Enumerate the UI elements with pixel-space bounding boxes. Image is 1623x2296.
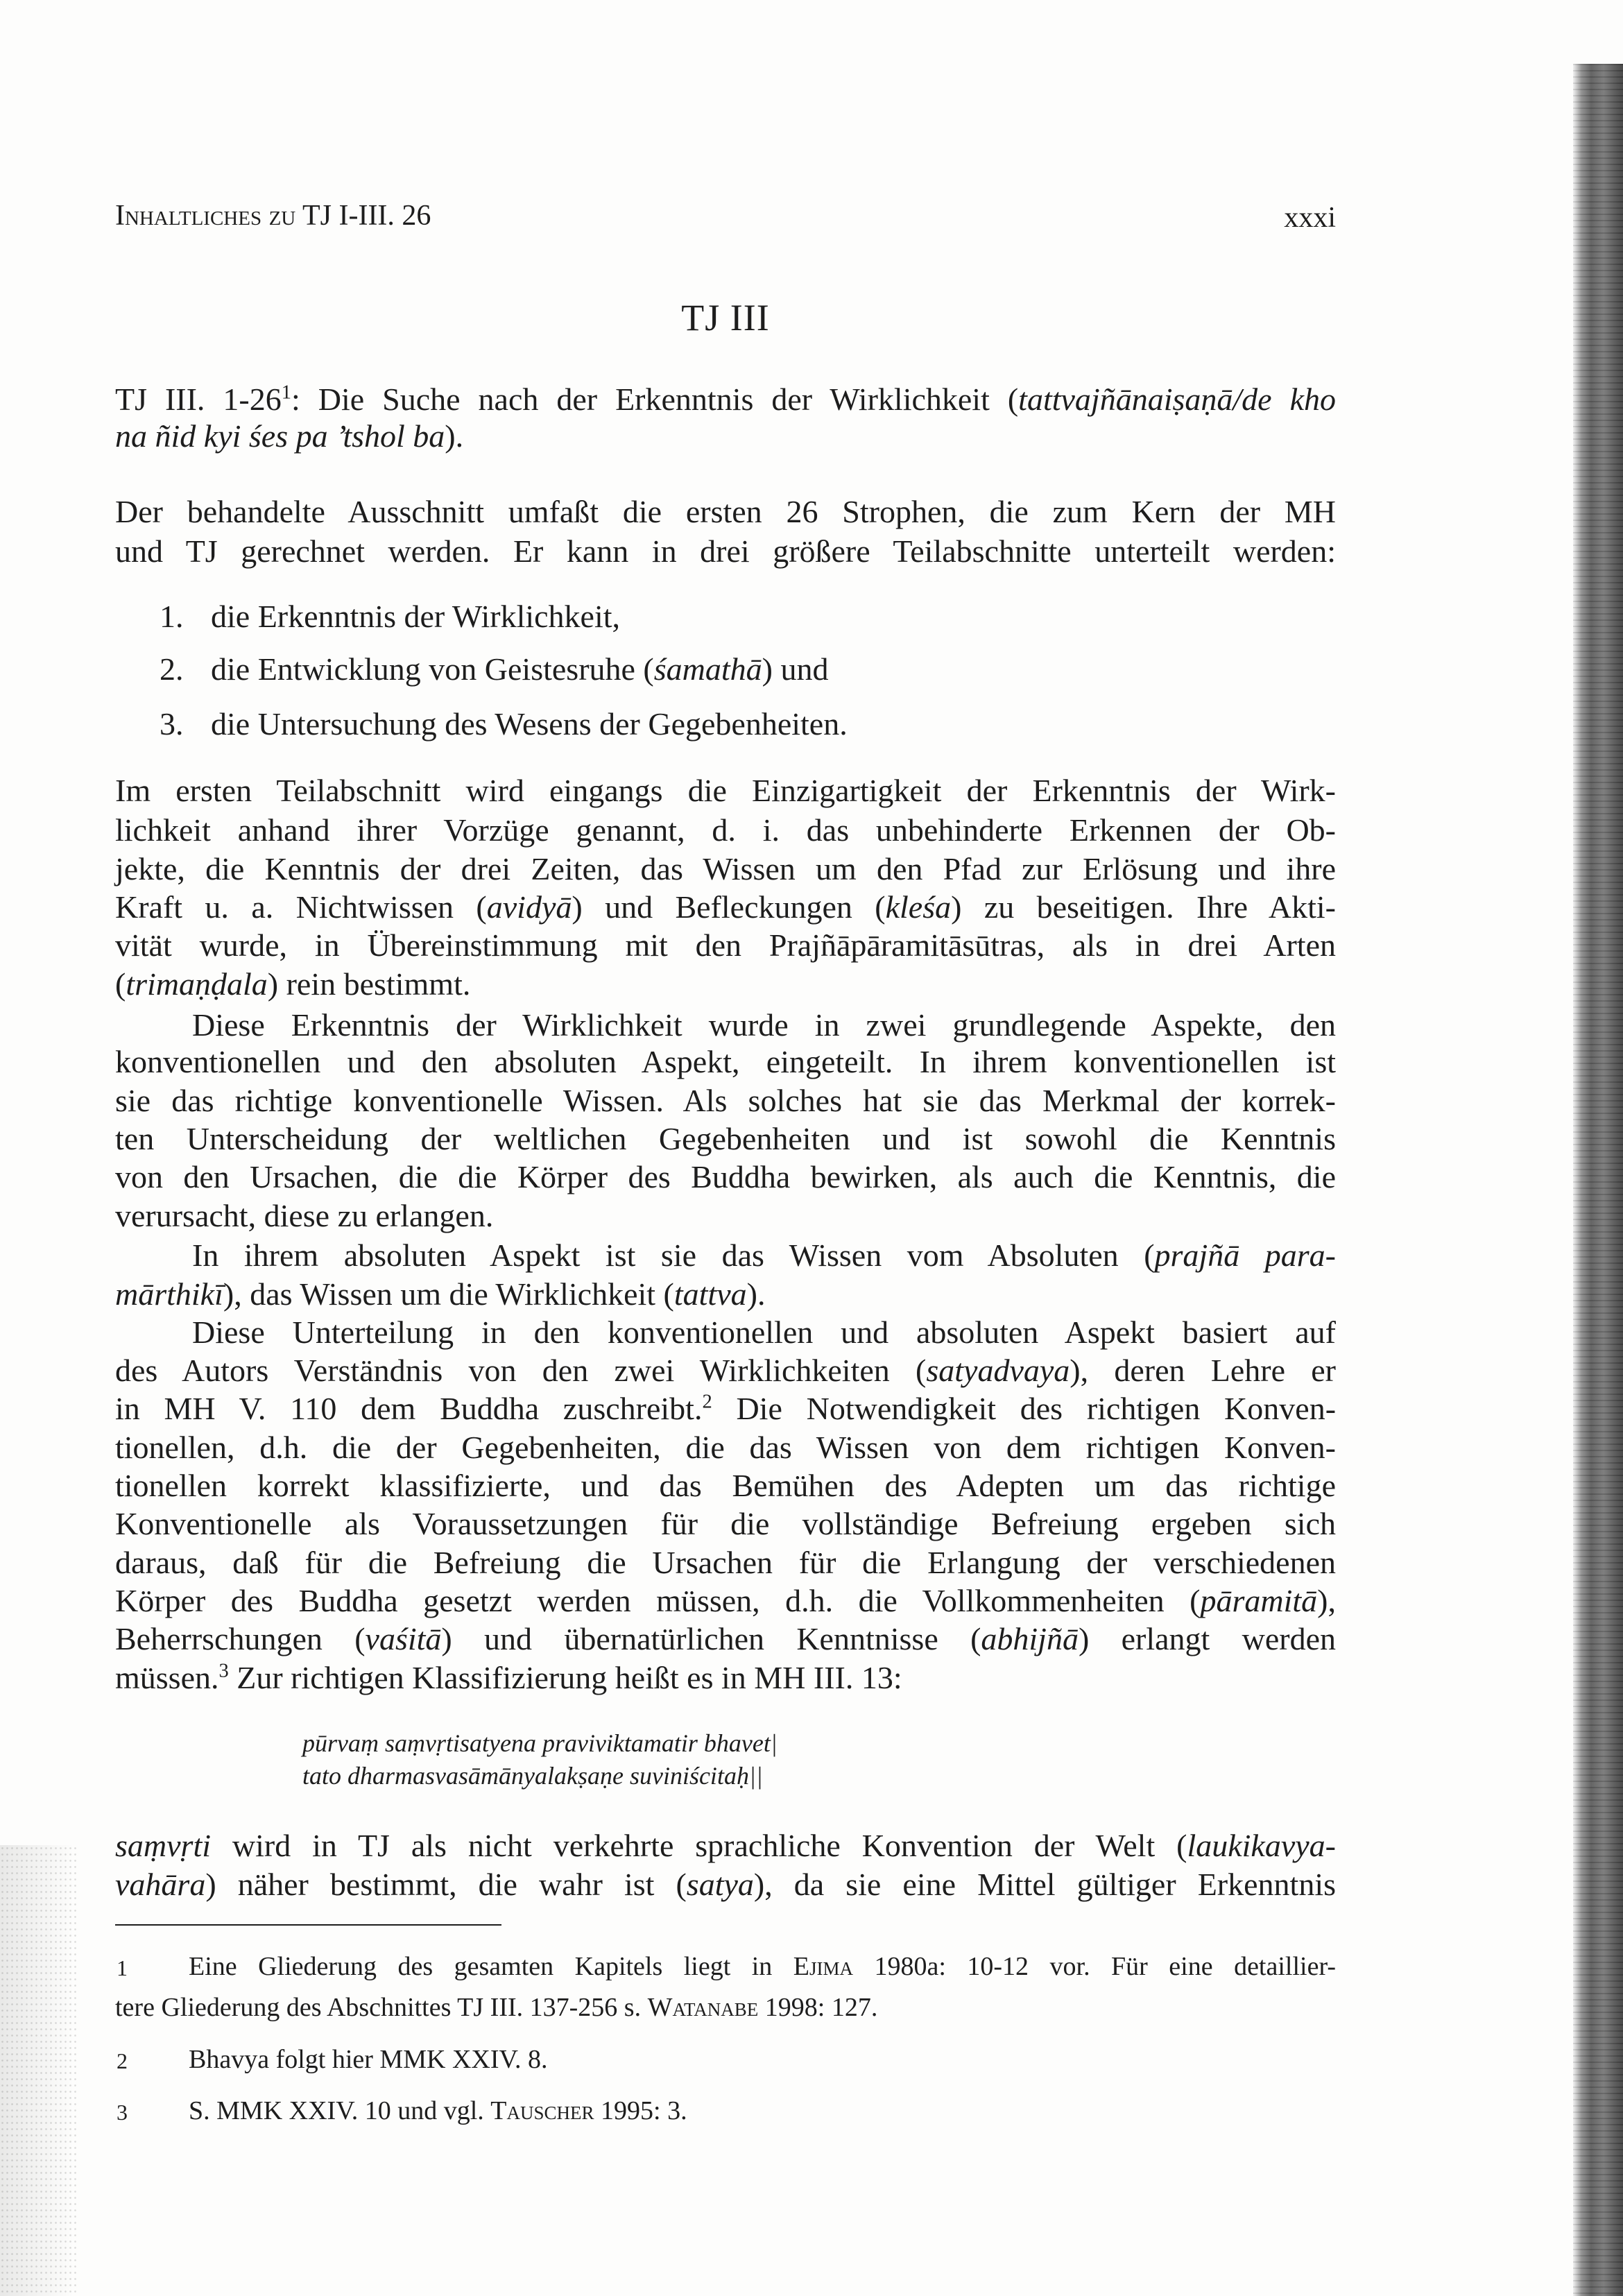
text-run: tionellen korrekt klassifizierte, und das Bemühen des Adepten um das richtige bbox=[115, 1468, 1336, 1503]
text-run: des Autors Verständnis von den zwei Wirklichkeiten ( bbox=[115, 1353, 927, 1388]
text-line bbox=[115, 1275, 1336, 1314]
author-name: Ejima bbox=[793, 1952, 854, 1981]
text-run: 1980a: 10-12 vor. Für eine detaillier- bbox=[853, 1952, 1337, 1981]
footnote-ref: 1 bbox=[281, 382, 291, 404]
text-line bbox=[115, 1120, 1336, 1158]
text-run: wird in TJ als nicht verkehrte sprachliche Konvention der Welt ( bbox=[211, 1828, 1187, 1863]
footnote-number: 1 bbox=[117, 1955, 128, 1980]
text-run: Körper des Buddha gesetzt werden müssen, d.h. die Vollkommenheiten ( bbox=[115, 1583, 1201, 1618]
text-line bbox=[115, 1197, 1336, 1235]
text-run: Konventionelle als Voraussetzungen für die vollständige Befreiung ergeben sich bbox=[115, 1506, 1336, 1541]
text-line bbox=[115, 1543, 1336, 1582]
text-run: in MH V. 110 dem Buddha zuschreibt. bbox=[115, 1391, 703, 1426]
running-head: Inhaltliches zu TJ I-III. 26 bbox=[115, 200, 431, 232]
text-run: die Erkenntnis der Wirklichkeit, bbox=[211, 599, 621, 634]
italic-term: na ñid kyi śes pa ’tshol ba bbox=[115, 418, 445, 454]
text-run: ), deren Lehre er bbox=[1070, 1353, 1336, 1388]
text-line bbox=[115, 1826, 1336, 1865]
text-run: ) und übernatürlichen Kenntnisse ( bbox=[441, 1621, 981, 1656]
italic-term: tattvajñānaiṣaṇā/de kho bbox=[1018, 382, 1336, 417]
section-title: TJ III bbox=[681, 297, 770, 339]
text-run: In ihrem absoluten Aspekt ist sie das Wissen vom Absoluten ( bbox=[192, 1237, 1155, 1273]
footnote-line bbox=[189, 2042, 1336, 2077]
text-run: Bhavya folgt hier MMK XXIV. 8. bbox=[189, 2045, 548, 2074]
text-line bbox=[115, 1351, 1336, 1390]
text-run: die Entwicklung von Geistesruhe ( bbox=[211, 651, 654, 687]
text-run: sie das richtige konventionelle Wissen. Als solches hat sie das Merkmal der korrek- bbox=[115, 1083, 1336, 1118]
list-number: 1. bbox=[160, 599, 184, 634]
text-line bbox=[115, 492, 1336, 531]
author-name: Watanabe bbox=[647, 1993, 759, 2022]
list-number: 2. bbox=[160, 651, 184, 687]
text-line bbox=[115, 1505, 1336, 1543]
italic-term: prajñā para- bbox=[1154, 1237, 1336, 1273]
text-line bbox=[115, 771, 1336, 810]
list-item bbox=[211, 650, 1336, 689]
footnote-line bbox=[115, 1990, 1336, 2025]
list-item bbox=[211, 705, 1336, 744]
text-run: 1998: 127. bbox=[758, 1993, 878, 2022]
text-line bbox=[115, 811, 1336, 850]
text-line bbox=[192, 1006, 1336, 1045]
footnote-rule bbox=[115, 1924, 501, 1926]
text-line bbox=[115, 965, 1336, 1004]
italic-term: kleśa bbox=[885, 889, 952, 925]
text-run: Eine Gliederung des gesamten Kapitels liegt in bbox=[189, 1952, 793, 1981]
footnote-line bbox=[189, 2093, 1336, 2128]
footnote-ref: 3 bbox=[218, 1660, 229, 1682]
text-run: ). bbox=[445, 418, 464, 454]
italic-term: pāramitā bbox=[1200, 1583, 1318, 1618]
text-run: Im ersten Teilabschnitt wird eingangs die Einzigartigkeit der Erkenntnis der Wirk- bbox=[115, 773, 1336, 808]
text-line bbox=[192, 1313, 1336, 1352]
text-line bbox=[115, 1582, 1336, 1620]
text-run: tere Gliederung des Abschnittes TJ III. 137-256 s. bbox=[115, 1993, 648, 2022]
footnote-ref: 2 bbox=[702, 1391, 712, 1413]
footnote-number: 2 bbox=[117, 2048, 128, 2073]
verse-line: pūrvaṃ saṃvṛtisatyena praviviktamatir bhavet| bbox=[302, 1729, 778, 1757]
text-line bbox=[115, 926, 1336, 965]
text-line bbox=[115, 1081, 1336, 1120]
text-run: ) zu beseitigen. Ihre Akti- bbox=[951, 889, 1336, 925]
footnote-line bbox=[189, 1949, 1336, 1984]
author-name: Tauscher bbox=[490, 2096, 594, 2125]
verse-line: tato dharmasvasāmānyalakṣaṇe suviniścitaḥ|| bbox=[302, 1762, 763, 1790]
text-run: Der behandelte Ausschnitt umfaßt die ersten 26 Strophen, die zum Kern der MH bbox=[115, 494, 1336, 529]
text-run: : Die Suche nach der Erkenntnis der Wirklichkeit ( bbox=[291, 382, 1019, 417]
text-line bbox=[115, 1389, 1336, 1428]
text-line bbox=[192, 1236, 1336, 1275]
italic-term: trimaṇḍala bbox=[126, 966, 268, 1002]
text-run: ), da sie eine Mittel gültiger Erkenntnis bbox=[753, 1867, 1337, 1902]
text-run: Diese Erkenntnis der Wirklichkeit wurde in zwei grundlegende Aspekte, den bbox=[192, 1007, 1336, 1043]
text-run: ) rein bestimmt. bbox=[267, 966, 471, 1002]
text-line bbox=[115, 1659, 1336, 1697]
text-run: 1995: 3. bbox=[594, 2096, 687, 2125]
text-run: Die Notwendigkeit des richtigen Konven- bbox=[712, 1391, 1337, 1426]
text-run: lichkeit anhand ihrer Vorzüge genannt, d. i. das unbehinderte Erkennen der Ob- bbox=[115, 812, 1336, 848]
text-line bbox=[115, 850, 1336, 889]
text-run: verursacht, diese zu erlangen. bbox=[115, 1198, 494, 1233]
text-run: vität wurde, in Übereinstimmung mit den Prajñāpāramitāsūtras, als in drei Arten bbox=[115, 927, 1336, 963]
text-run: ) erlangt werden bbox=[1078, 1621, 1336, 1656]
text-run: S. MMK XXIV. 10 und vgl. bbox=[189, 2096, 491, 2125]
text-run: ( bbox=[115, 966, 126, 1002]
text-run: von den Ursachen, die die Körper des Buddha bewirken, als auch die Kenntnis, die bbox=[115, 1159, 1336, 1194]
italic-term: avidyā bbox=[486, 889, 572, 925]
text-run: ten Unterscheidung der weltlichen Gegebenheiten und ist sowohl die Kenntnis bbox=[115, 1121, 1336, 1156]
scan-noise bbox=[0, 1845, 76, 2296]
text-line bbox=[115, 888, 1336, 927]
italic-term: laukikavya- bbox=[1187, 1828, 1336, 1863]
text-run: konventionellen und den absoluten Aspekt, eingeteilt. In ihrem konventionellen ist bbox=[115, 1044, 1336, 1079]
text-run: ) näher bestimmt, die wahr ist ( bbox=[205, 1867, 687, 1902]
list-item bbox=[211, 597, 1336, 636]
text-run: ), das Wissen um die Wirklichkeit ( bbox=[223, 1276, 674, 1312]
text-line bbox=[115, 1043, 1336, 1081]
text-run: die Untersuchung des Wesens der Gegebenheiten. bbox=[211, 706, 848, 742]
text-line bbox=[115, 532, 1336, 571]
text-run: müssen. bbox=[115, 1660, 219, 1695]
italic-term: satyadvaya bbox=[926, 1353, 1070, 1388]
text-run: ) und bbox=[762, 651, 829, 687]
scan-edge-shadow bbox=[1573, 64, 1623, 2296]
text-run: Zur richtigen Klassifizierung heißt es in MH III. 13: bbox=[228, 1660, 902, 1695]
text-line bbox=[115, 1466, 1336, 1505]
text-run: ), bbox=[1317, 1583, 1336, 1618]
italic-term: mārthikī bbox=[115, 1276, 223, 1312]
italic-term: abhijñā bbox=[981, 1621, 1079, 1656]
italic-term: satya bbox=[686, 1867, 754, 1902]
text-run: Diese Unterteilung in den konventionellen und absoluten Aspekt basiert auf bbox=[192, 1314, 1336, 1350]
text-run: Beherrschungen ( bbox=[115, 1621, 366, 1656]
text-run: tionellen, d.h. die der Gegebenheiten, die das Wissen von dem richtigen Konven- bbox=[115, 1430, 1336, 1465]
text-line bbox=[115, 1620, 1336, 1659]
text-run: und TJ gerechnet werden. Er kann in drei größere Teilabschnitte unterteilt werden: bbox=[115, 533, 1336, 569]
text-line bbox=[115, 1428, 1336, 1467]
italic-term: śamathā bbox=[653, 651, 762, 687]
text-run: TJ III. 1-26 bbox=[115, 382, 282, 417]
text-run: Kraft u. a. Nichtwissen ( bbox=[115, 889, 487, 925]
italic-term: saṃvṛti bbox=[115, 1828, 211, 1863]
text-line bbox=[115, 1865, 1336, 1904]
list-number: 3. bbox=[160, 706, 184, 742]
text-line bbox=[115, 380, 1336, 419]
text-line bbox=[115, 1158, 1336, 1197]
text-run: ). bbox=[746, 1276, 766, 1312]
text-run: jekte, die Kenntnis der drei Zeiten, das Wissen um den Pfad zur Erlösung und ihre bbox=[115, 851, 1336, 886]
text-line bbox=[115, 417, 1336, 456]
italic-term: vaśitā bbox=[365, 1621, 442, 1656]
italic-term: tattva bbox=[673, 1276, 747, 1312]
page-number: xxxi bbox=[1284, 202, 1336, 234]
text-run: daraus, daß für die Befreiung die Ursachen für die Erlangung der verschiedenen bbox=[115, 1545, 1336, 1580]
text-run: ) und Befleckungen ( bbox=[572, 889, 886, 925]
footnote-number: 3 bbox=[117, 2100, 128, 2125]
italic-term: vahāra bbox=[115, 1867, 206, 1902]
